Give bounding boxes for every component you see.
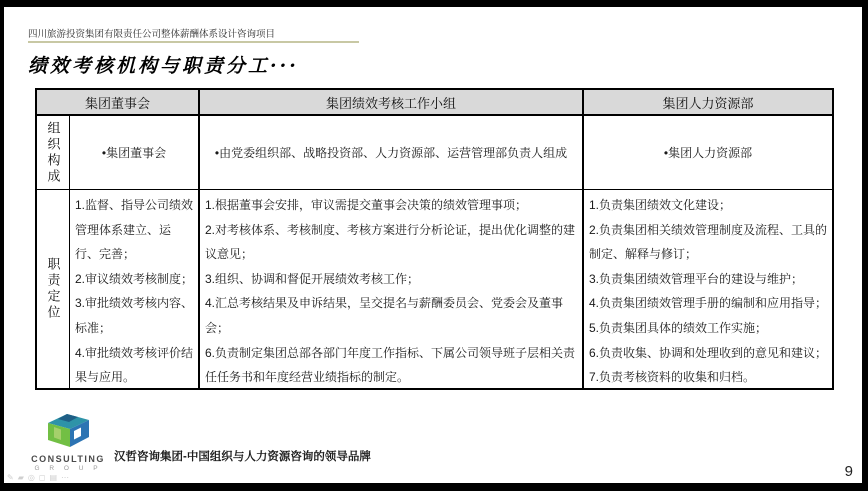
duty-item: 6.负责收集、协调和处理收到的意见和建议；	[589, 345, 828, 360]
responsibility-table	[35, 88, 834, 390]
composition-board-cell: •集团董事会	[69, 116, 198, 190]
duty-item: 7.负责考核资料的收集和归档。	[589, 370, 756, 385]
duty-item: 4.汇总考核结果及申诉结果，呈交提名与薪酬委员会、党委会及董事会；	[205, 296, 564, 335]
column-header-board: 集团董事会	[37, 90, 198, 116]
duty-item: 3.组织、协调和督促开展绩效考核工作；	[205, 271, 420, 286]
hanzhe-logo-icon	[38, 410, 98, 448]
duty-item: 2.负责集团相关绩效管理制度及流程、工具的制定、解释与修订；	[589, 222, 828, 262]
composition-hr-cell: •集团人力资源部	[582, 116, 832, 190]
duty-item: 2.审议绩效考核制度；	[75, 271, 194, 286]
slides-icon[interactable]: ▤	[49, 473, 58, 482]
marker-icon[interactable]: ▰	[17, 473, 24, 482]
duty-item: 1.监督、指导公司绩效管理体系建立、运行、完善；	[75, 198, 194, 262]
column-header-workgroup: 集团绩效考核工作小组	[198, 90, 582, 116]
project-title: 四川旅游投资集团有限责任公司整体薪酬体系设计咨询项目	[28, 29, 276, 40]
duty-item: 2.对考核体系、考核制度、考核方案进行分析论证，提出优化调整的建议意见；	[205, 222, 576, 262]
laser-icon[interactable]: ◎	[27, 473, 35, 482]
row-header-duties: 职责定位	[45, 257, 61, 321]
duty-item: 3.审批绩效考核内容、标准；	[75, 296, 194, 335]
more-icon[interactable]: ⋯	[61, 473, 70, 482]
footer-tagline: 汉哲咨询集团-中国组织与人力资源咨询的领导品牌	[114, 451, 371, 463]
duties-workgroup-cell	[198, 190, 582, 388]
duty-item: 4.审批绩效考核评价结果与应用。	[75, 345, 194, 385]
page-number: 9	[844, 463, 853, 480]
duty-item: 3.负责集团绩效管理平台的建设与维护；	[589, 271, 804, 286]
duties-board-cell	[69, 190, 198, 388]
duty-item: 5.负责集团具体的绩效工作实施；	[589, 320, 768, 335]
column-header-hr: 集团人力资源部	[582, 90, 832, 116]
company-logo	[25, 410, 111, 472]
composition-workgroup-cell: •由党委组织部、战略投资部、人力资源部、运营管理部负责人组成	[198, 116, 582, 190]
duties-hr-cell	[582, 190, 832, 388]
row-header-composition: 组织构成	[37, 116, 69, 190]
presenter-toolbar	[7, 473, 69, 482]
pen-icon[interactable]: ✎	[7, 473, 14, 482]
duty-item: 6.负责制定集团总部各部门年度工作指标、下属公司领导班子层相关责任任务书和年度经营业绩指标的制定。	[205, 345, 576, 385]
header-divider	[28, 41, 359, 43]
duty-item: 1.负责集团绩效文化建设；	[589, 198, 732, 212]
slide	[4, 7, 862, 483]
duty-item: 1.根据董事会安排，审议需提交董事会决策的绩效管理事项；	[205, 198, 528, 212]
logo-text: CONSULTING	[31, 454, 105, 464]
eraser-icon[interactable]: ◻	[38, 473, 46, 482]
logo-subtext: G R O U P	[34, 465, 102, 472]
page-title: 绩效考核机构与职责分工···	[28, 55, 299, 77]
duty-item: 4.负责集团绩效管理手册的编制和应用指导；	[589, 296, 828, 311]
